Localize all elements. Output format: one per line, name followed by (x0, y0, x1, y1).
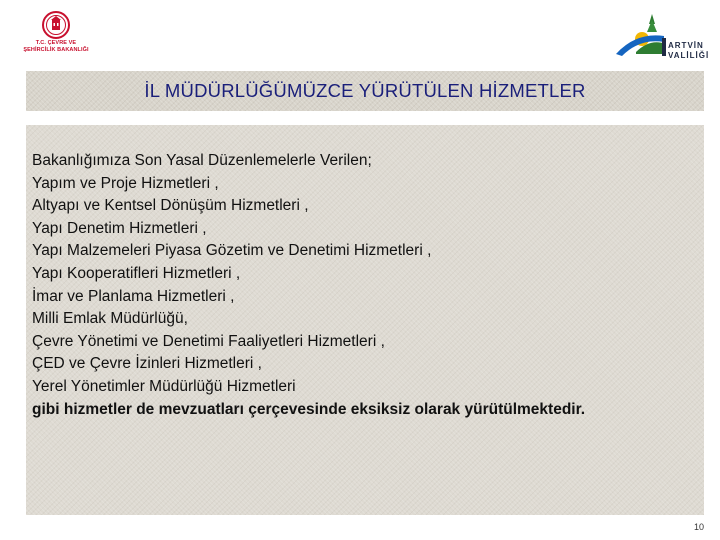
content-line: Yapı Malzemeleri Piyasa Gözetim ve Denetimi Hizmetleri , (32, 242, 432, 260)
content-line: Bakanlığımıza Son Yasal Düzenlemelerle Verilen; (32, 152, 372, 169)
governorship-logo (612, 8, 708, 64)
content-line: Çevre Yönetimi ve Denetimi Faaliyetleri Hizmetleri , (32, 332, 385, 350)
governorship-name-line2: VALİLİĞİ (668, 51, 710, 60)
services-content-box (26, 125, 704, 515)
page-number: 10 (693, 522, 704, 532)
page-title: İL MÜDÜRLÜĞÜMÜZCE YÜRÜTÜLEN HİZMETLER (144, 80, 586, 101)
title-banner (26, 71, 704, 111)
content-line: Yerel Yönetimler Müdürlüğü Hizmetleri (32, 377, 296, 395)
governorship-name-line1: ARTVİN (668, 41, 704, 50)
content-line: ÇED ve Çevre İzinleri Hizmetleri , (32, 355, 262, 373)
content-line-closing: gibi hizmetler de mevzuatları çerçevesinde eksiksiz olarak yürütülmektedir. (32, 400, 586, 418)
ministry-emblem-icon (41, 10, 71, 40)
content-line: Yapı Kooperatifleri Hizmetleri , (32, 264, 241, 282)
content-line: Yapım ve Proje Hizmetleri , (32, 174, 219, 192)
ministry-name-line1: T.C. ÇEVRE VE (35, 40, 77, 46)
content-line: Milli Emlak Müdürlüğü, (32, 310, 188, 328)
ministry-name-line2: ŞEHİRCİLİK BAKANLIĞI (23, 46, 89, 53)
ministry-logo (18, 10, 94, 66)
content-line: İmar ve Planlama Hizmetleri , (32, 287, 235, 305)
content-line: Yapı Denetim Hizmetleri , (32, 219, 207, 237)
content-line: Altyapı ve Kentsel Dönüşüm Hizmetleri , (32, 197, 309, 215)
